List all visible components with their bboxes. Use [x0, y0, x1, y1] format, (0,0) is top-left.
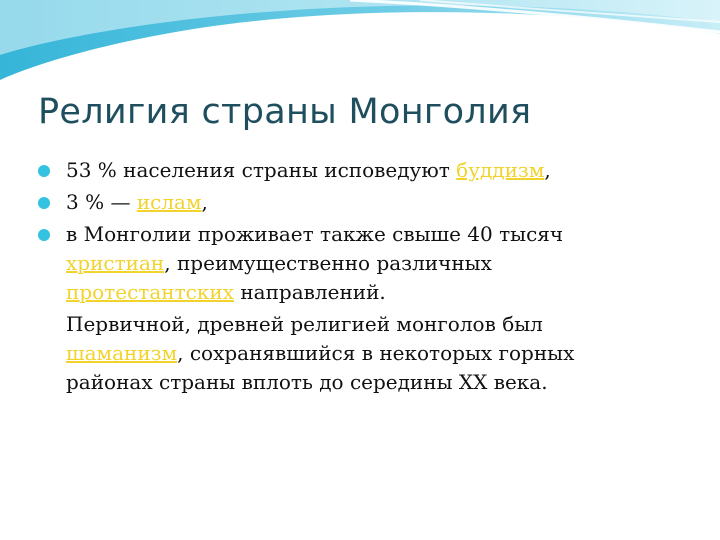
item-text: в Монголии проживает также свыше 40 тысяч [66, 222, 564, 246]
bullet-icon [38, 165, 50, 177]
header-wave-decoration [0, 0, 720, 90]
item-text: 53 % населения страны исповедуют [66, 158, 457, 182]
link-christians[interactable]: христиан [66, 251, 165, 275]
list-item [38, 220, 566, 307]
item-text: , [201, 190, 208, 214]
link-shamanism[interactable]: шаманизм [66, 341, 178, 365]
link-buddhism[interactable]: буддизм [456, 158, 545, 182]
list-item [38, 188, 698, 217]
paragraph-text: Первичной, древней религией монголов был [66, 312, 543, 336]
paragraph [38, 310, 626, 397]
bullet-icon [38, 229, 50, 241]
link-islam[interactable]: ислам [136, 190, 202, 214]
slide-title: Религия страны Монголия [38, 92, 532, 132]
link-protestant[interactable]: протестантских [66, 280, 234, 304]
slide-body [38, 156, 698, 397]
bullet-icon [38, 197, 50, 209]
item-text: 3 % — [66, 190, 137, 214]
item-text: , [544, 158, 551, 182]
item-text: , преимущественно различных [164, 251, 492, 275]
item-text: направлений. [233, 280, 386, 304]
list-item [38, 156, 698, 185]
paragraph-text: , сохранявшийся в некоторых горных районах страны вплоть до середины XX века. [66, 341, 575, 394]
